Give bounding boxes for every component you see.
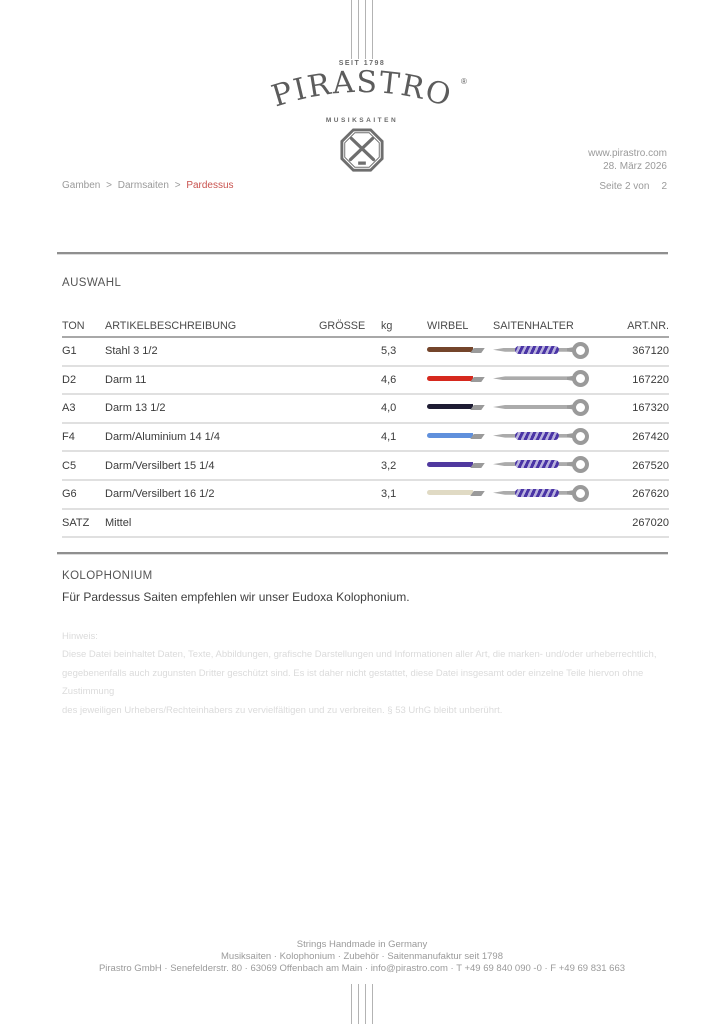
table-row	[62, 338, 669, 367]
peg-string-icon	[427, 374, 484, 383]
footer	[0, 939, 724, 975]
cell-kg: 4,1	[381, 431, 397, 444]
tailpiece-loop-icon	[493, 369, 589, 387]
table-row-satz	[62, 510, 669, 539]
page-meta	[588, 147, 667, 193]
cell-artnr: 167220	[632, 373, 669, 386]
cell-beschreibung: Darm/Aluminium 14 1/4	[105, 431, 220, 444]
logo-seit-text: SEIT 1798	[338, 60, 386, 67]
string-line	[365, 984, 366, 1024]
col-header-wirbel: WIRBEL	[427, 320, 469, 332]
cell-kg: 4,0	[381, 402, 397, 415]
cell-ton: SATZ	[62, 516, 90, 529]
tailpiece-loop-icon	[493, 455, 589, 473]
string-line	[358, 0, 359, 59]
table-row	[62, 452, 669, 481]
tailpiece-loop-icon	[493, 341, 589, 359]
table-row	[62, 395, 669, 424]
breadcrumb	[62, 180, 234, 191]
cell-artnr: 167320	[632, 402, 669, 415]
date-text: 28. März 2026	[603, 161, 667, 172]
legal-line: des jeweiligen Urhebers/Rechteinhabers zu vervielfältigen und zu verbreiten. § 53 UrhG bleibt unberührt.	[62, 704, 503, 716]
logo-wordmark	[256, 68, 468, 116]
cell-artnr: 267420	[632, 431, 669, 444]
footer-contact: Pirastro GmbH · Senefelderstr. 80 · 63069 Offenbach am Main · info@pirastro.com · T +49 69 840 090 -0 · F +49 69 831 663	[98, 963, 626, 974]
cell-artnr: 267020	[632, 516, 669, 529]
string-line	[351, 0, 352, 59]
legal-line: Diese Datei beinhaltet Daten, Texte, Abbildungen, grafische Darstellungen und Informationen aller Art, die marken- und/oder urheberrechtlich,	[62, 649, 657, 661]
legal-notice	[62, 628, 670, 720]
legal-line: gegebenenfalls auch zugunsten Dritter geschützt sind. Es ist daher nicht gestattet, diese Datei insgesamt oder einzelne Teile hiervon ohne Zustimmung	[62, 667, 644, 698]
tailpiece-loop-icon	[493, 398, 589, 416]
cell-beschreibung: Darm 11	[105, 373, 147, 386]
tailpiece-loop-icon	[493, 484, 589, 502]
tailpiece-loop-icon	[493, 427, 589, 445]
cell-ton: C5	[62, 459, 77, 472]
peg-string-icon	[427, 402, 484, 411]
section-title-kolophonium: KOLOPHONIUM	[62, 570, 153, 582]
decorative-strings-bottom	[351, 984, 373, 1024]
footer-products: Musiksaiten · Kolophonium · Zubehör · Saitenmanufaktur seit 1798	[221, 951, 503, 962]
table-row	[62, 481, 669, 510]
cell-beschreibung: Darm/Versilbert 15 1/4	[105, 459, 215, 472]
string-line	[358, 984, 359, 1024]
peg-string-icon	[427, 460, 484, 469]
breadcrumb-item-gamben[interactable]: Gamben	[62, 180, 101, 191]
cell-artnr: 367120	[632, 345, 669, 358]
cell-artnr: 267520	[632, 459, 669, 472]
cell-beschreibung: Darm 13 1/2	[105, 402, 166, 415]
section-title-auswahl: AUSWAHL	[62, 277, 122, 289]
peg-string-icon	[427, 345, 484, 354]
breadcrumb-separator: >	[174, 180, 181, 191]
breadcrumb-item-current[interactable]: Pardessus	[186, 180, 234, 191]
cell-beschreibung: Darm/Versilbert 16 1/2	[105, 488, 215, 501]
table-row	[62, 367, 669, 396]
col-header-beschreibung: ARTIKELBESCHREIBUNG	[105, 320, 237, 332]
cell-ton: D2	[62, 373, 77, 386]
string-line	[351, 984, 352, 1024]
cell-kg: 4,6	[381, 373, 397, 386]
cell-ton: G6	[62, 488, 77, 501]
cell-ton: A3	[62, 402, 76, 415]
peg-string-icon	[427, 431, 484, 440]
legal-label: Hinweis:	[62, 631, 98, 642]
cell-kg: 3,1	[381, 488, 397, 501]
divider	[57, 252, 668, 254]
product-table	[62, 306, 669, 538]
cell-ton: F4	[62, 431, 75, 444]
string-line	[372, 0, 373, 59]
col-header-artnr: ART.NR.	[627, 320, 669, 332]
peg-string-icon	[427, 488, 484, 497]
svg-text:PIRASTRO: PIRASTRO	[267, 68, 457, 115]
col-header-ton: TON	[62, 320, 85, 332]
breadcrumb-separator: >	[106, 180, 112, 191]
cell-beschreibung: Mittel	[105, 516, 132, 529]
string-line	[365, 0, 366, 59]
page-number: 2	[661, 181, 667, 192]
cell-beschreibung: Stahl 3 1/2	[105, 345, 158, 358]
cell-kg: 3,2	[381, 459, 397, 472]
col-header-groesse: GRÖSSE	[319, 320, 366, 332]
page-indicator: Seite 2 von 2	[599, 181, 667, 192]
divider	[57, 552, 668, 554]
logo-subtitle: MUSIKSAITEN	[325, 117, 399, 124]
cell-ton: G1	[62, 345, 77, 358]
breadcrumb-item-darmsaiten[interactable]: Darmsaiten	[117, 180, 169, 191]
cell-artnr: 267620	[632, 488, 669, 501]
registered-mark: ®	[461, 77, 467, 86]
string-line	[372, 984, 373, 1024]
col-header-kg: kg	[381, 320, 393, 332]
col-header-saitenhalter: SAITENHALTER	[493, 320, 574, 332]
footer-tagline: Strings Handmade in Germany	[296, 939, 428, 950]
octagon-emblem-icon	[339, 127, 385, 173]
table-row	[62, 424, 669, 453]
kolophonium-recommendation: Für Pardessus Saiten empfehlen wir unser Eudoxa Kolophonium.	[62, 590, 410, 604]
website-link[interactable]: www.pirastro.com	[588, 148, 667, 159]
cell-kg: 5,3	[381, 345, 397, 358]
table-header-row	[62, 306, 669, 338]
decorative-strings-top	[351, 0, 373, 59]
